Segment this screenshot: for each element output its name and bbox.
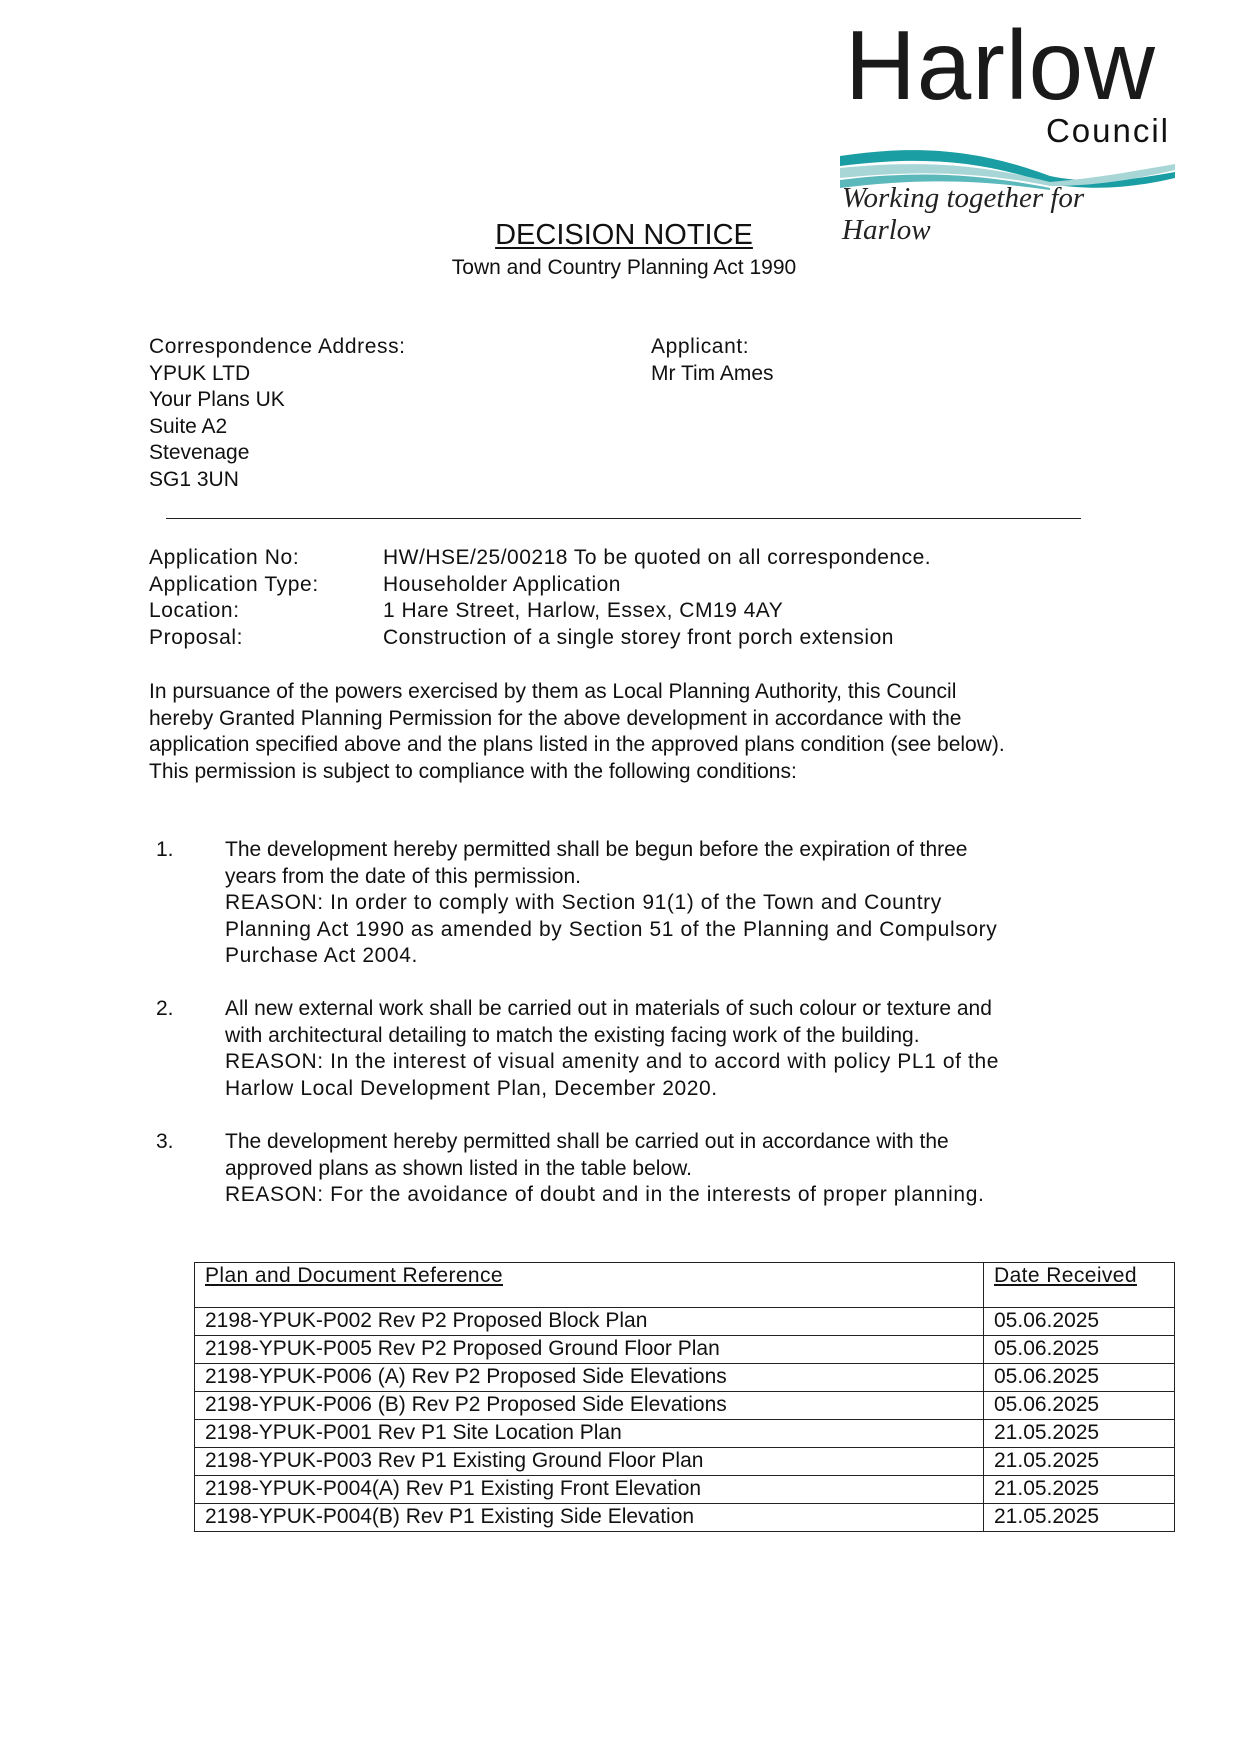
condition-2 — [156, 996, 1106, 1102]
header-date: Date Received — [984, 1263, 1175, 1308]
reason-line: Harlow Local Development Plan, December 2020. — [225, 1076, 718, 1100]
condition-line: with architectural detailing to match the existing facing work of the building. — [225, 1023, 920, 1047]
address-line: YPUK LTD — [149, 361, 251, 385]
reason-line: REASON: In the interest of visual amenity and to accord with policy PL1 of the — [225, 1050, 999, 1073]
detail-value: Householder Application — [383, 572, 621, 596]
table-header-row — [195, 1263, 1175, 1308]
plan-reference: 2198-YPUK-P002 Rev P2 Proposed Block Plan — [195, 1308, 984, 1336]
plan-reference: 2198-YPUK-P005 Rev P2 Proposed Ground Floor Plan — [195, 1336, 984, 1364]
reason-line: Purchase Act 2004. — [225, 944, 418, 967]
detail-value: Construction of a single storey front porch extension — [383, 625, 894, 649]
applicant-name: Mr Tim Ames — [651, 361, 774, 385]
detail-row — [149, 598, 931, 625]
logo-tagline: Working together for Harlow — [842, 182, 1085, 246]
detail-row — [149, 625, 931, 652]
condition-number: 2. — [156, 997, 174, 1020]
divider — [166, 518, 1081, 519]
condition-line: All new external work shall be carried out in materials of such colour or texture and — [225, 997, 992, 1020]
table-row — [195, 1420, 1175, 1448]
date-received: 21.05.2025 — [984, 1476, 1175, 1504]
detail-row — [149, 572, 931, 599]
detail-row — [149, 545, 931, 572]
intro-line: In pursuance of the powers exercised by them as Local Planning Authority, this Council — [149, 680, 957, 703]
detail-value: HW/HSE/25/00218 To be quoted on all correspondence. — [383, 546, 932, 569]
reason-line: REASON: For the avoidance of doubt and in the interests of proper planning. — [225, 1183, 985, 1206]
logo-sub: Council — [1045, 112, 1170, 149]
table-row — [195, 1448, 1175, 1476]
applicant — [651, 334, 774, 387]
intro-paragraph — [149, 679, 1094, 785]
page-subtitle: Town and Country Planning Act 1990 — [451, 256, 797, 279]
table-row — [195, 1392, 1175, 1420]
condition-number: 1. — [156, 838, 174, 861]
address-line: Stevenage — [149, 441, 250, 464]
date-received: 05.06.2025 — [984, 1308, 1175, 1336]
applicant-label: Applicant: — [651, 335, 750, 358]
date-received: 21.05.2025 — [984, 1420, 1175, 1448]
reason-line: REASON: In order to comply with Section 91(1) of the Town and Country — [225, 891, 942, 914]
condition-3 — [156, 1129, 1106, 1209]
plan-reference: 2198-YPUK-P004(B) Rev P1 Existing Side Elevation — [195, 1504, 984, 1532]
condition-line: The development hereby permitted shall be begun before the expiration of three — [225, 838, 968, 861]
detail-label: Location: — [149, 599, 240, 622]
table-row — [195, 1476, 1175, 1504]
page-title: DECISION NOTICE — [495, 219, 753, 251]
date-received: 05.06.2025 — [984, 1392, 1175, 1420]
address-line: Your Plans UK — [149, 388, 285, 411]
reason-line: Planning Act 1990 as amended by Section 51 of the Planning and Compulsory — [225, 917, 998, 941]
correspondence-address — [149, 334, 406, 493]
table-row — [195, 1336, 1175, 1364]
date-received: 21.05.2025 — [984, 1448, 1175, 1476]
detail-value: 1 Hare Street, Harlow, Essex, CM19 4AY — [383, 599, 784, 622]
date-received: 21.05.2025 — [984, 1504, 1175, 1532]
plan-reference: 2198-YPUK-P006 (B) Rev P2 Proposed Side Elevations — [195, 1392, 984, 1420]
condition-line: years from the date of this permission. — [225, 864, 581, 888]
intro-line: This permission is subject to compliance with the following conditions: — [149, 759, 797, 783]
address-line: SG1 3UN — [149, 467, 239, 491]
date-received: 05.06.2025 — [984, 1364, 1175, 1392]
harlow-council-logo — [840, 10, 1180, 246]
condition-line: The development hereby permitted shall be carried out in accordance with the — [225, 1130, 949, 1153]
correspondence-label: Correspondence Address: — [149, 335, 406, 358]
detail-label: Application No: — [149, 546, 300, 569]
detail-label: Proposal: — [149, 625, 244, 649]
plan-reference: 2198-YPUK-P003 Rev P1 Existing Ground Floor Plan — [195, 1448, 984, 1476]
address-line: Suite A2 — [149, 414, 228, 438]
condition-1 — [156, 837, 1106, 970]
logo-name: Harlow — [845, 10, 1156, 120]
condition-line: approved plans as shown listed in the table below. — [225, 1156, 692, 1180]
plan-reference: 2198-YPUK-P006 (A) Rev P2 Proposed Side Elevations — [195, 1364, 984, 1392]
intro-line: application specified above and the plans listed in the approved plans condition (see below). — [149, 733, 1005, 756]
header-reference: Plan and Document Reference — [195, 1263, 984, 1308]
approved-plans-table — [194, 1262, 1175, 1532]
plan-reference: 2198-YPUK-P001 Rev P1 Site Location Plan — [195, 1420, 984, 1448]
table-row — [195, 1504, 1175, 1532]
condition-number: 3. — [156, 1130, 174, 1153]
plan-reference: 2198-YPUK-P004(A) Rev P1 Existing Front Elevation — [195, 1476, 984, 1504]
intro-line: hereby Granted Planning Permission for the above development in accordance with the — [149, 706, 962, 730]
date-received: 05.06.2025 — [984, 1336, 1175, 1364]
detail-label: Application Type: — [149, 572, 319, 596]
application-details — [149, 545, 931, 651]
table-row — [195, 1364, 1175, 1392]
table-row — [195, 1308, 1175, 1336]
